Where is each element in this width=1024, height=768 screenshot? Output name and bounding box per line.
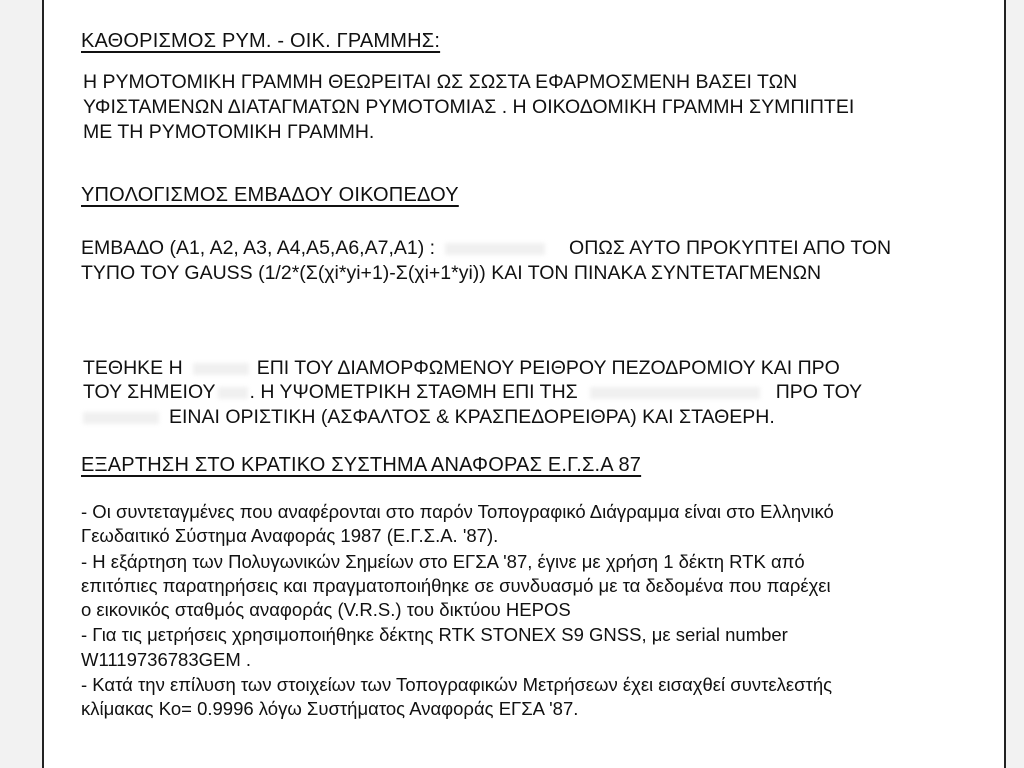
section-heading-plot-area: ΥΠΟΛΟΓΙΣΜΟΣ ΕΜΒΑΔΟΥ ΟΙΚΟΠΕΔΟΥ	[81, 184, 459, 206]
redacted-field	[590, 387, 760, 399]
document-page	[42, 0, 1006, 768]
text-line: ΜΕ ΤΗ ΡΥΜΟΤΟΜΙΚΗ ΓΡΑΜΜΗ.	[83, 121, 375, 143]
text-line: - Η εξάρτηση των Πολυγωνικών Σημείων στο ΕΓΣΑ '87, έγινε με χρήση 1 δέκτη RTK από	[81, 551, 805, 572]
text-line-area	[81, 236, 891, 260]
text-line: Η ΡΥΜΟΤΟΜΙΚΗ ΓΡΑΜΜΗ ΘΕΩΡΕΙΤΑΙ ΩΣ ΣΩΣΤΑ ΕΦΑΡΜΟΣΜΕΝΗ ΒΑΣΕΙ ΤΩΝ	[83, 71, 798, 93]
text-line: επιτόπιες παρατηρήσεις και πραγματοποιήθηκε σε συνδυασμό με τα δεδομένα που παρέχει	[81, 575, 831, 596]
section-heading-building-line: ΚΑΘΟΡΙΣΜΟΣ ΡΥΜ. - ΟΙΚ. ΓΡΑΜΜΗΣ:	[81, 30, 441, 52]
redacted-field	[83, 412, 159, 424]
text-line-placement: ΤΟΥ ΣΗΜΕΙΟΥ . Η ΥΨΟΜΕΤΡΙΚΗ ΣΤΑΘΜΗ ΕΠΙ ΤΗΣ ΠΡΟ ΤΟΥ	[83, 381, 863, 403]
section-heading-egsa87: ΕΞΑΡΤΗΣΗ ΣΤΟ ΚΡΑΤΙΚΟ ΣΥΣΤΗΜΑ ΑΝΑΦΟΡΑΣ Ε.Γ.Σ.Α 87	[81, 454, 642, 476]
text-line: - Οι συντεταγμένες που αναφέρονται στο παρόν Τοπογραφικό Διάγραμμα είναι στο Ελληνικό	[81, 501, 834, 522]
text-line: Γεωδαιτικό Σύστημα Αναφοράς 1987 (Ε.Γ.Σ.Α. '87).	[81, 525, 499, 546]
area-label: ΕΜΒΑΔΟ (Α1, Α2, Α3, Α4,Α5,Α6,Α7,Α1) :	[81, 237, 436, 259]
redacted-field	[193, 363, 249, 375]
text-line: ο εικονικός σταθμός αναφοράς (V.R.S.) του δικτύου HEPOS	[81, 599, 571, 620]
text-line-placement: ΤΕΘΗΚΕ Η ΕΠΙ ΤΟΥ ΔΙΑΜΟΡΦΩΜΕΝΟΥ ΡΕΙΘΡΟΥ ΠΕΖΟΔΡΟΜΙΟΥ ΚΑΙ ΠΡΟ	[83, 357, 840, 379]
text-line: - Κατά την επίλυση των στοιχείων των Τοπογραφικών Μετρήσεων έχει εισαχθεί συντελεστής	[81, 674, 833, 695]
redacted-area-value	[445, 243, 545, 255]
text-line: κλίμακας Κο= 0.9996 λόγω Συστήματος Αναφοράς ΕΓΣΑ '87.	[81, 698, 579, 719]
text-line: W1119736783GEM .	[81, 649, 252, 670]
redacted-field	[218, 387, 248, 399]
text-line: ΥΦΙΣΤΑΜΕΝΩΝ ΔΙΑΤΑΓΜΑΤΩΝ ΡΥΜΟΤΟΜΙΑΣ . Η ΟΙΚΟΔΟΜΙΚΗ ΓΡΑΜΜΗ ΣΥΜΠΙΠΤΕΙ	[83, 96, 855, 118]
text-line-placement: ΕΙΝΑΙ ΟΡΙΣΤΙΚΗ (ΑΣΦΑΛΤΟΣ & ΚΡΑΣΠΕΔΟΡΕΙΘΡΑ) ΚΑΙ ΣΤΑΘΕΡΗ.	[83, 405, 775, 429]
area-source-text: ΟΠΩΣ ΑΥΤΟ ΠΡΟΚΥΠΤΕΙ ΑΠΟ ΤΟΝ	[569, 237, 892, 259]
text-line: - Για τις μετρήσεις χρησιμοποιήθηκε δέκτης RTK STONEX S9 GNSS, με serial number	[81, 624, 788, 645]
text-line: ΤΥΠΟ ΤΟΥ GAUSS (1/2*(Σ(χi*yi+1)-Σ(χi+1*yi)) ΚΑΙ ΤΟΝ ΠΙΝΑΚΑ ΣΥΝΤΕΤΑΓΜΕΝΩΝ	[81, 262, 822, 284]
